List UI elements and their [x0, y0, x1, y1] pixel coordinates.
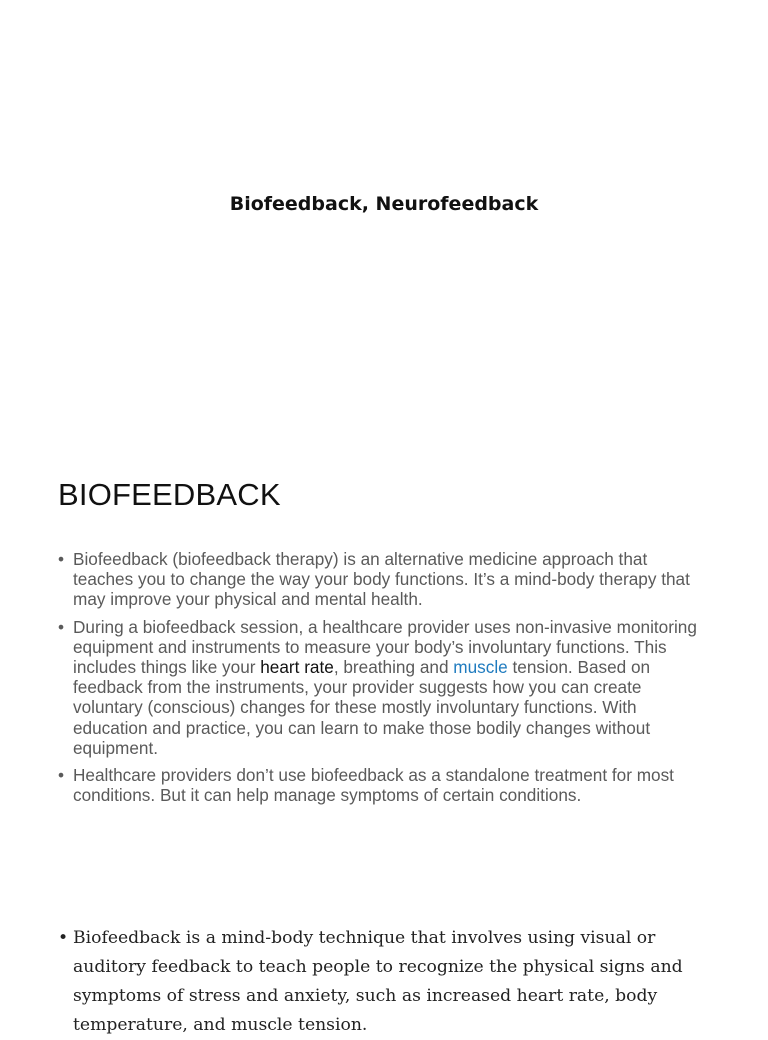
bullet-text: Biofeedback (biofeedback therapy) is an alternative medicine approach that teaches you to change the way your body functions. It’s a mind-body therapy that may improve your physical and mental health.	[73, 549, 690, 610]
slide-heading: BIOFEEDBACK	[58, 477, 281, 512]
bullet-text-part: tension. Based on feedback from the instruments, your provider suggests how you can create voluntary (conscious) changes for these mostly involuntary functions. With education and practice, you can learn to make those bodily changes without equipment.	[73, 657, 651, 758]
muscle-link[interactable]: muscle	[453, 657, 508, 678]
heart-rate-term: heart rate	[260, 657, 334, 678]
slide-title	[0, 0, 768, 440]
slide-mind-body	[0, 880, 768, 1035]
bullet-item	[58, 924, 698, 1040]
bullet-icon: •	[58, 616, 65, 637]
presentation-title: Biofeedback, Neurofeedback	[229, 193, 539, 215]
bullet-text-part: During a biofeedback session, a healthcare provider uses non-invasive monitoring equipment and instruments to measure your body’s involuntary functions. This includes things like your	[73, 616, 697, 678]
bullet-icon: •	[58, 928, 69, 948]
bullet-text: Healthcare providers don’t use biofeedback as a standalone treatment for most conditions. But it can help manage symptoms of certain conditions.	[73, 765, 674, 806]
slide-biofeedback	[0, 440, 768, 880]
bullet-icon: •	[58, 765, 65, 786]
bullet-list	[58, 549, 708, 812]
bullet-item	[58, 765, 708, 805]
bullet-text: Biofeedback is a mind-body technique that involves using visual or auditory feedback to teach people to recognize the physical signs and symptoms of stress and anxiety, such as increased heart rate, body temperature, and muscle tension.	[73, 928, 683, 1035]
bullet-item	[58, 549, 708, 610]
bullet-list	[58, 924, 698, 1040]
bullet-icon: •	[58, 549, 65, 569]
bullet-text-part: , breathing and	[333, 657, 454, 678]
bullet-item	[58, 617, 708, 758]
